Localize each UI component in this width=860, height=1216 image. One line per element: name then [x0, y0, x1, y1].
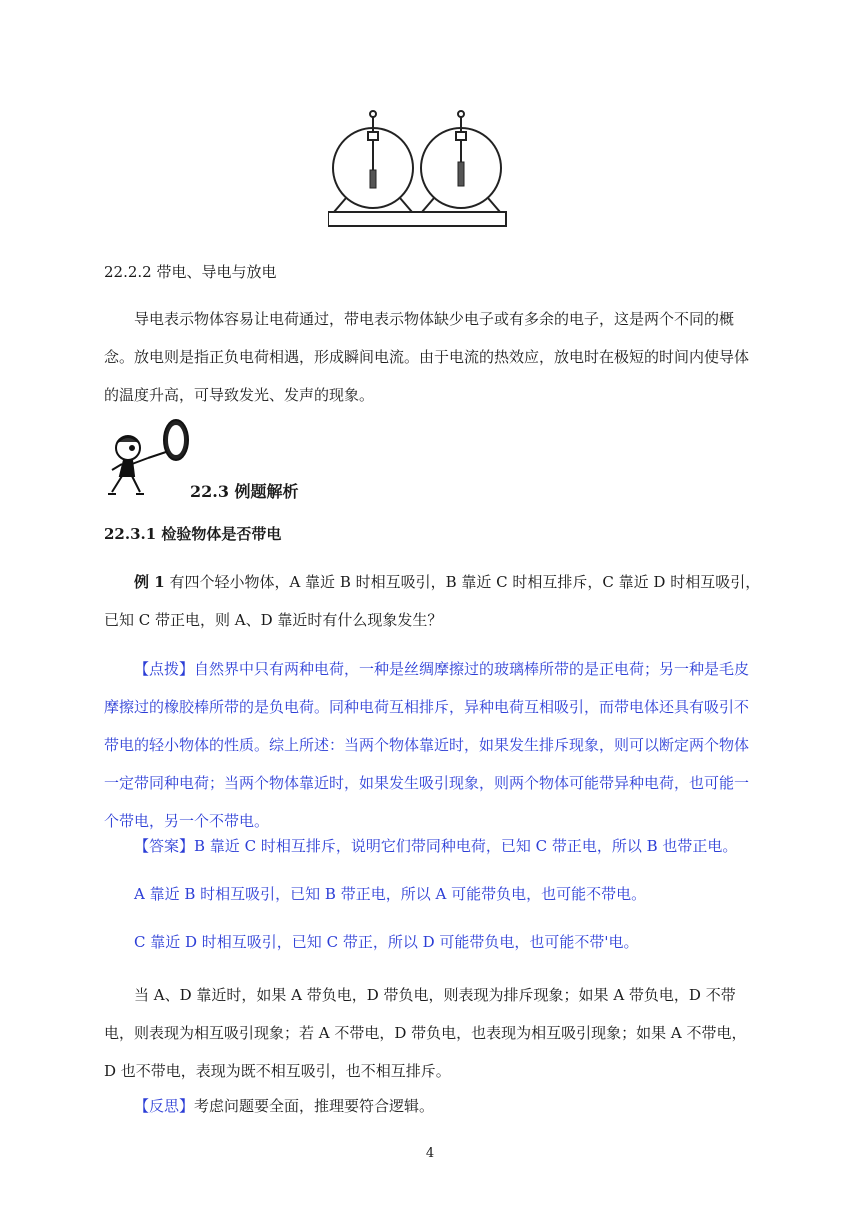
- example-1-line1: [134, 572, 784, 592]
- answer-line2: A 靠近 B 时相互吸引，已知 B 带正电，所以 A 可能带负电，也可能不带电。: [134, 885, 647, 903]
- paragraph-222: 导电表示物体容易让电荷通过，带电表示物体缺少电子或有多余的电子，这是两个不同的概念。放电则是指正负电荷相遇，形成瞬间电流。由于电流的热效应，放电时在极短的时间内使导体的温度升高，可导致发光、发声的现象。: [104, 310, 750, 404]
- conclusion-paragraph: 当 A、D 靠近时，如果 A 带负电，D 带负电，则表现为排斥现象；如果 A 带负电，D 不带电，则表现为相互吸引现象；若 A 不带电，D 带负电，也表现为相互吸引现象；如果 A 不带电，D 也不带电，表现为既不相互吸引，也不相互排斥。: [104, 986, 747, 1080]
- reflection-line: [134, 1096, 784, 1116]
- example-text-line1: 有四个轻小物体，A 靠近 B 时相互吸引，B 靠近 C 时相互排斥，C 靠近 D 时相互吸引，: [169, 573, 761, 591]
- answer-tag: 【答案】: [134, 837, 195, 855]
- page-number: 4: [425, 1146, 435, 1161]
- example-label: 例 1: [134, 573, 165, 591]
- answer-line3: C 靠近 D 时相互吸引，已知 C 带正，所以 D 可能带负电，也可能不带'电。: [134, 933, 639, 951]
- hint-paragraph: [104, 650, 754, 840]
- example-1-line2: 已知 C 带正电，则 A、D 靠近时有什么现象发生？: [104, 611, 443, 629]
- section-heading-2231: 22.3.1 检验物体是否带电: [104, 525, 282, 543]
- hint-tag: 【点拨】: [134, 660, 195, 678]
- answer-text-line1: B 靠近 C 时相互排斥，说明它们带同种电荷，已知 C 带正电，所以 B 也带正电。: [194, 837, 738, 855]
- reflection-text: 考虑问题要全面，推理要符合逻辑。: [194, 1097, 435, 1115]
- reflection-tag: 【反思】: [134, 1097, 195, 1115]
- electroscope-figure: [328, 108, 508, 232]
- hint-text: 自然界中只有两种电荷，一种是丝绸摩擦过的玻璃棒所带的是正电荷；另一种是毛皮摩擦过的橡胶棒所带的是负电荷。同种电荷互相排斥，异种电荷互相吸引，而带电体还具有吸引不带电的轻小物体的性质。综上所述：当两个物体靠近时，如果发生排斥现象，则可以断定两个物体一定带同种电荷；当两个物体靠近时，如果发生吸引现象，则两个物体可能带异种电荷，也可能一个带电，另一个不带电。: [104, 660, 750, 830]
- section-heading-223: 22.3 例题解析: [190, 482, 299, 501]
- cartoon-magnifier-figure: [106, 418, 198, 498]
- answer-line1: [134, 836, 784, 856]
- section-heading-222: 22.2.2 带电、导电与放电: [104, 263, 277, 281]
